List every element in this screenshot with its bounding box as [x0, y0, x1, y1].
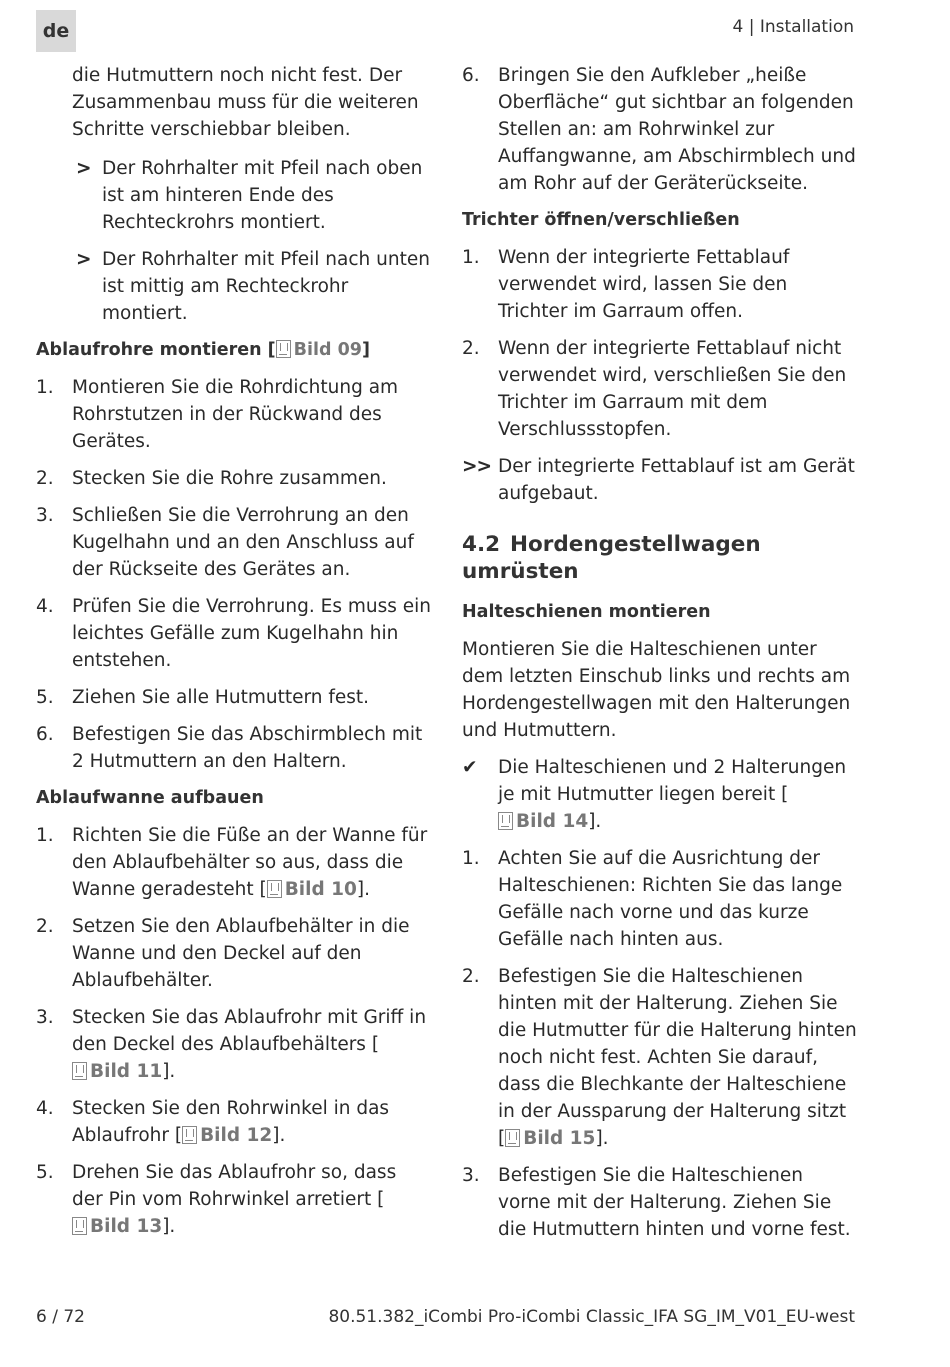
result-arrow-icon: > — [76, 249, 92, 270]
figure-link[interactable] — [505, 1128, 595, 1149]
figure-icon — [498, 812, 513, 830]
step-text: Stecken Sie das Ablaufrohr mit Griff in den Deckel des Ablaufbehälters [ — [72, 1007, 427, 1055]
heading-ablaufwanne: Ablaufwanne aufbauen — [36, 788, 264, 808]
step-item — [462, 62, 858, 197]
section-number: 4.2 — [462, 532, 501, 557]
step-number: 4. — [36, 1098, 54, 1119]
steps-trichter — [462, 244, 858, 443]
section-title: Hordengestellwagen umrüsten — [462, 532, 761, 584]
figure-icon — [505, 1129, 520, 1147]
steps-ablaufrohre — [36, 374, 431, 775]
final-result-item — [462, 453, 858, 507]
step-item — [36, 593, 431, 674]
figure-link[interactable] — [267, 879, 357, 900]
bracket: ]. — [356, 879, 371, 900]
step-number: 4. — [36, 596, 54, 617]
steps-ablaufwanne — [36, 822, 431, 1240]
bracket: ]. — [272, 1125, 286, 1146]
step-text: Wenn der integrierte Fettablauf nicht verwendet wird, verschließen Sie den Trichter im Garraum mit dem Verschlussstopfen. — [498, 338, 847, 440]
heading-text: Ablaufrohre montieren [ — [36, 340, 276, 360]
bracket: ]. — [595, 1128, 609, 1149]
step-number: 5. — [36, 687, 54, 708]
language-tag: de — [36, 10, 76, 52]
step-number: 3. — [462, 1165, 480, 1186]
result-text: Der integrierte Fettablauf ist am Gerät aufgebaut. — [498, 456, 855, 504]
heading-halteschienen: Halteschienen montieren — [462, 602, 711, 622]
step-text: Befestigen Sie die Halteschienen vorne mit der Halterung. Ziehen Sie die Hutmuttern hinten und vorne fest. — [498, 1165, 851, 1240]
step-text: Befestigen Sie die Halteschienen hinten mit der Halterung. Ziehen Sie die Hutmutter für die Halterung hinten noch nicht fest. Achten Sie darauf, dass die Blechkante der Halteschiene in der Aussparung der Halterung sitzt [ — [498, 966, 857, 1149]
step-number: 1. — [36, 377, 54, 398]
figure-ref[interactable]: Bild 13 — [90, 1216, 163, 1237]
figure-ref[interactable]: Bild 09 — [293, 340, 362, 360]
step-text: Montieren Sie die Rohrdichtung am Rohrstutzen in der Rückwand des Gerätes. — [72, 377, 399, 452]
step-item — [462, 1162, 858, 1243]
step-item — [36, 1095, 431, 1149]
step-item — [36, 684, 431, 711]
step-item — [36, 822, 431, 903]
intro-text: die Hutmuttern noch nicht fest. Der Zusammenbau muss für die weiteren Schritte verschiebbar bleiben. — [72, 65, 419, 140]
chapter-header: 4 | Installation — [732, 17, 854, 37]
section-heading — [462, 531, 858, 585]
double-arrow-icon: >> — [462, 456, 492, 477]
step-number: 2. — [462, 338, 480, 359]
figure-icon — [182, 1126, 197, 1144]
heading-trichter: Trichter öffnen/verschließen — [462, 210, 740, 230]
step-number: 6. — [462, 65, 480, 86]
result-item — [36, 246, 431, 327]
step-text: Achten Sie auf die Ausrichtung der Halteschienen: Richten Sie das lange Gefälle nach vorne und das kurze Gefälle nach hinten aus. — [498, 848, 843, 950]
figure-link[interactable] — [182, 1125, 272, 1146]
step-text: Befestigen Sie das Abschirmblech mit 2 Hutmuttern an den Haltern. — [72, 724, 423, 772]
document-id: 80.51.382_iCombi Pro-iCombi Classic_IFA SG_IM_V01_EU-west — [328, 1307, 855, 1327]
step-text: Drehen Sie das Ablaufrohr so, dass der Pin vom Rohrwinkel arretiert [ — [72, 1162, 397, 1210]
figure-link[interactable] — [276, 340, 362, 360]
figure-link[interactable] — [72, 1061, 162, 1082]
figure-link[interactable] — [498, 811, 588, 832]
figure-ref[interactable]: Bild 12 — [200, 1125, 273, 1146]
step-text: Stecken Sie den Rohrwinkel in das Ablaufrohr [ — [72, 1098, 390, 1146]
page-number: 6 / 72 — [36, 1307, 85, 1327]
step-number: 3. — [36, 1007, 54, 1028]
left-column — [36, 62, 431, 1250]
result-arrow-icon: > — [76, 158, 92, 179]
figure-ref[interactable]: Bild 10 — [284, 879, 357, 900]
step-text: Prüfen Sie die Verrohrung. Es muss ein leichtes Gefälle zum Kugelhahn hin entstehen. — [72, 596, 431, 671]
step-number: 5. — [36, 1162, 54, 1183]
step-number: 6. — [36, 724, 54, 745]
step-item — [462, 963, 858, 1152]
figure-ref[interactable]: Bild 11 — [90, 1061, 163, 1082]
bracket: ]. — [162, 1216, 176, 1237]
figure-icon — [276, 340, 291, 358]
step-text: Stecken Sie die Rohre zusammen. — [72, 468, 387, 489]
figure-icon — [72, 1217, 87, 1235]
step-number: 3. — [36, 505, 54, 526]
figure-icon — [267, 880, 282, 898]
bracket: ]. — [588, 811, 602, 832]
step-item — [462, 335, 858, 443]
step-number: 1. — [462, 848, 480, 869]
step-text: Richten Sie die Füße an der Wanne für den Ablaufbehälter so aus, dass die Wanne geradesteht [ — [72, 825, 428, 900]
step-text: Wenn der integrierte Fettablauf verwendet wird, lassen Sie den Trichter im Garraum offen. — [498, 247, 790, 322]
step-text: Bringen Sie den Aufkleber „heiße Oberfläche“ gut sichtbar an folgenden Stellen an: am Rohrwinkel zur Auffangwanne, am Abschirmblech und am Rohr auf der Geräterückseite. — [498, 65, 856, 194]
right-column — [462, 62, 858, 1253]
result-text: Der Rohrhalter mit Pfeil nach oben ist am hinteren Ende des Rechteckrohrs montiert. — [102, 158, 423, 233]
step-text: Setzen Sie den Ablaufbehälter in die Wanne und den Deckel auf den Ablaufbehälter. — [72, 916, 410, 991]
step-item — [36, 1004, 431, 1085]
prerequisite-item — [462, 754, 858, 835]
prerequisite-text: Die Halteschienen und 2 Halterungen je mit Hutmutter liegen bereit [ — [498, 757, 847, 805]
figure-icon — [72, 1062, 87, 1080]
steps-halteschienen — [462, 845, 858, 1243]
figure-ref[interactable]: Bild 15 — [523, 1128, 596, 1149]
step-number: 1. — [462, 247, 480, 268]
bracket: ] — [361, 340, 370, 360]
heading-ablaufrohre — [36, 337, 431, 364]
intro-halteschienen: Montieren Sie die Halteschienen unter dem letzten Einschub links und rechts am Hordengestellwagen mit den Halterungen und Hutmuttern. — [462, 639, 851, 741]
step-number: 2. — [36, 468, 54, 489]
result-text: Der Rohrhalter mit Pfeil nach unten ist mittig am Rechteckrohr montiert. — [102, 249, 430, 324]
step-item — [36, 502, 431, 583]
bracket: ]. — [162, 1061, 176, 1082]
step-text: Schließen Sie die Verrohrung an den Kugelhahn und an den Anschluss auf der Rückseite des Gerätes an. — [72, 505, 414, 580]
step-number: 1. — [36, 825, 54, 846]
step-item — [36, 721, 431, 775]
step-item — [462, 244, 858, 325]
step-item — [462, 845, 858, 953]
step-item — [36, 1159, 431, 1240]
step-item — [36, 913, 431, 994]
step-item — [36, 374, 431, 455]
check-icon: ✔ — [462, 757, 478, 778]
step-text: Ziehen Sie alle Hutmuttern fest. — [72, 687, 370, 708]
result-item — [36, 155, 431, 236]
figure-ref[interactable]: Bild 14 — [516, 811, 589, 832]
step-number: 2. — [36, 916, 54, 937]
step-item — [36, 465, 431, 492]
step-number: 2. — [462, 966, 480, 987]
figure-link[interactable] — [72, 1216, 162, 1237]
